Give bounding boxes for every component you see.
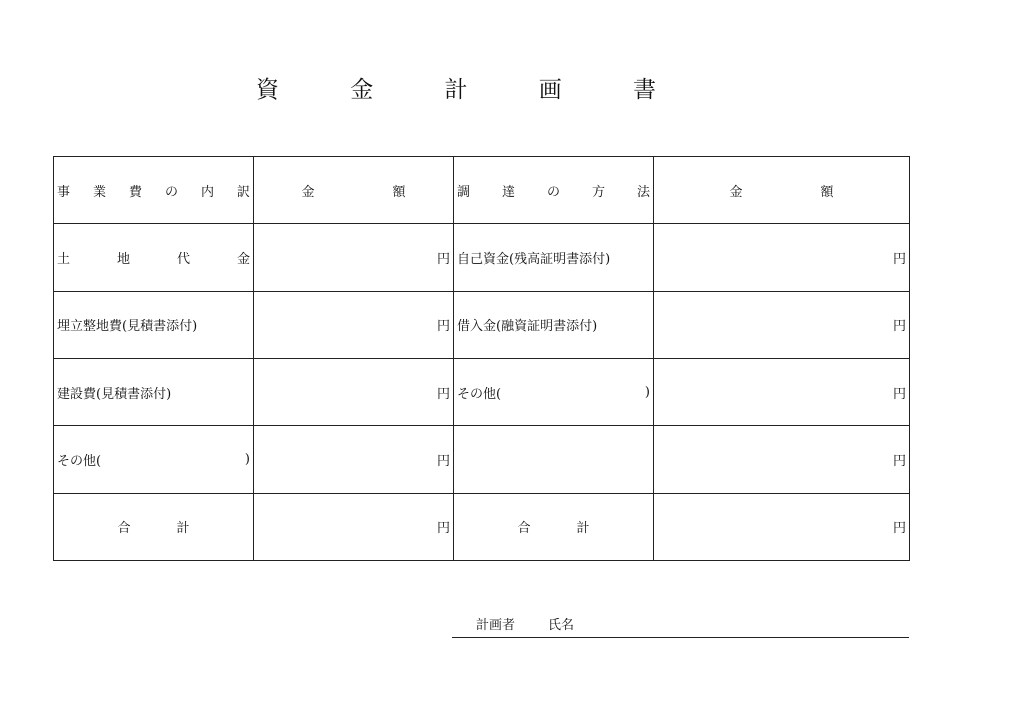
yen-unit: 円 bbox=[892, 319, 906, 335]
total-char: 計 bbox=[176, 521, 190, 537]
expense-label: 埋立整地費(見積書添付) bbox=[57, 319, 198, 335]
header-char: 法 bbox=[636, 184, 650, 200]
paren-close: ) bbox=[644, 384, 650, 400]
paren-open-label: その他( bbox=[457, 386, 502, 402]
expense-label-land bbox=[54, 224, 254, 291]
header-char: 方 bbox=[591, 184, 605, 200]
total-char: 合 bbox=[517, 521, 531, 537]
title-char: 金 bbox=[350, 76, 374, 103]
expense-label-construction bbox=[54, 358, 254, 425]
expense-label-other[interactable] bbox=[54, 426, 254, 493]
yen-unit: 円 bbox=[892, 521, 906, 537]
header-char: 費 bbox=[128, 184, 142, 200]
header-expense-breakdown bbox=[54, 157, 254, 224]
header-amount-right bbox=[654, 157, 910, 224]
yen-unit: 円 bbox=[436, 521, 450, 537]
header-char: 金 bbox=[301, 184, 315, 200]
header-char: 業 bbox=[92, 184, 106, 200]
table-row bbox=[54, 358, 910, 425]
title-char: 書 bbox=[633, 76, 656, 103]
header-char: 額 bbox=[820, 184, 834, 200]
fund-plan-table bbox=[53, 156, 910, 561]
planner-label: 計画者 bbox=[476, 618, 516, 633]
title-char: 画 bbox=[538, 76, 562, 103]
table-header-row bbox=[54, 157, 910, 224]
total-char: 合 bbox=[117, 521, 131, 537]
header-char: 金 bbox=[729, 184, 743, 200]
funding-label: 自己資金(残高証明書添付) bbox=[457, 251, 611, 267]
header-char: 達 bbox=[501, 184, 515, 200]
header-char: の bbox=[546, 184, 560, 200]
total-amount-cell[interactable] bbox=[654, 493, 910, 560]
label-char: 代 bbox=[176, 251, 190, 267]
header-char: 額 bbox=[392, 184, 406, 200]
yen-unit: 円 bbox=[892, 386, 906, 402]
header-char: の bbox=[164, 184, 178, 200]
funding-label-own-funds bbox=[454, 224, 654, 291]
label-char: 地 bbox=[116, 251, 130, 267]
total-label-expense bbox=[54, 493, 254, 560]
funding-label: 借入金(融資証明書添付) bbox=[457, 319, 598, 335]
amount-cell[interactable] bbox=[654, 358, 910, 425]
signature-line[interactable] bbox=[452, 611, 909, 638]
yen-unit: 円 bbox=[436, 453, 450, 469]
table-row bbox=[54, 426, 910, 493]
yen-unit: 円 bbox=[892, 453, 906, 469]
total-row bbox=[54, 493, 910, 560]
expense-label: 建設費(見積書添付) bbox=[57, 386, 172, 402]
funding-label-other[interactable] bbox=[454, 358, 654, 425]
label-char: 金 bbox=[236, 251, 250, 267]
name-label: 氏名 bbox=[548, 618, 575, 633]
amount-cell[interactable] bbox=[254, 224, 454, 291]
header-funding-method bbox=[454, 157, 654, 224]
yen-unit: 円 bbox=[436, 319, 450, 335]
table-row bbox=[54, 291, 910, 358]
funding-label-blank[interactable] bbox=[454, 426, 654, 493]
document-title bbox=[256, 70, 656, 104]
header-char: 調 bbox=[457, 184, 471, 200]
total-label-funding bbox=[454, 493, 654, 560]
label-char: 土 bbox=[57, 251, 71, 267]
amount-cell[interactable] bbox=[654, 426, 910, 493]
paren-open-label: その他( bbox=[57, 453, 102, 469]
paren-close: ) bbox=[244, 451, 250, 467]
title-char: 資 bbox=[256, 76, 279, 103]
amount-cell[interactable] bbox=[254, 358, 454, 425]
yen-unit: 円 bbox=[436, 386, 450, 402]
amount-cell[interactable] bbox=[654, 291, 910, 358]
header-char: 訳 bbox=[236, 184, 250, 200]
title-char: 計 bbox=[444, 76, 468, 103]
expense-label-landfill bbox=[54, 291, 254, 358]
header-char: 事 bbox=[57, 184, 71, 200]
total-char: 計 bbox=[576, 521, 590, 537]
amount-cell[interactable] bbox=[254, 426, 454, 493]
header-amount-left bbox=[254, 157, 454, 224]
yen-unit: 円 bbox=[892, 251, 906, 267]
amount-cell[interactable] bbox=[254, 291, 454, 358]
header-char: 内 bbox=[200, 184, 214, 200]
yen-unit: 円 bbox=[436, 251, 450, 267]
total-amount-cell[interactable] bbox=[254, 493, 454, 560]
table-row bbox=[54, 224, 910, 291]
funding-label-loan bbox=[454, 291, 654, 358]
amount-cell[interactable] bbox=[654, 224, 910, 291]
